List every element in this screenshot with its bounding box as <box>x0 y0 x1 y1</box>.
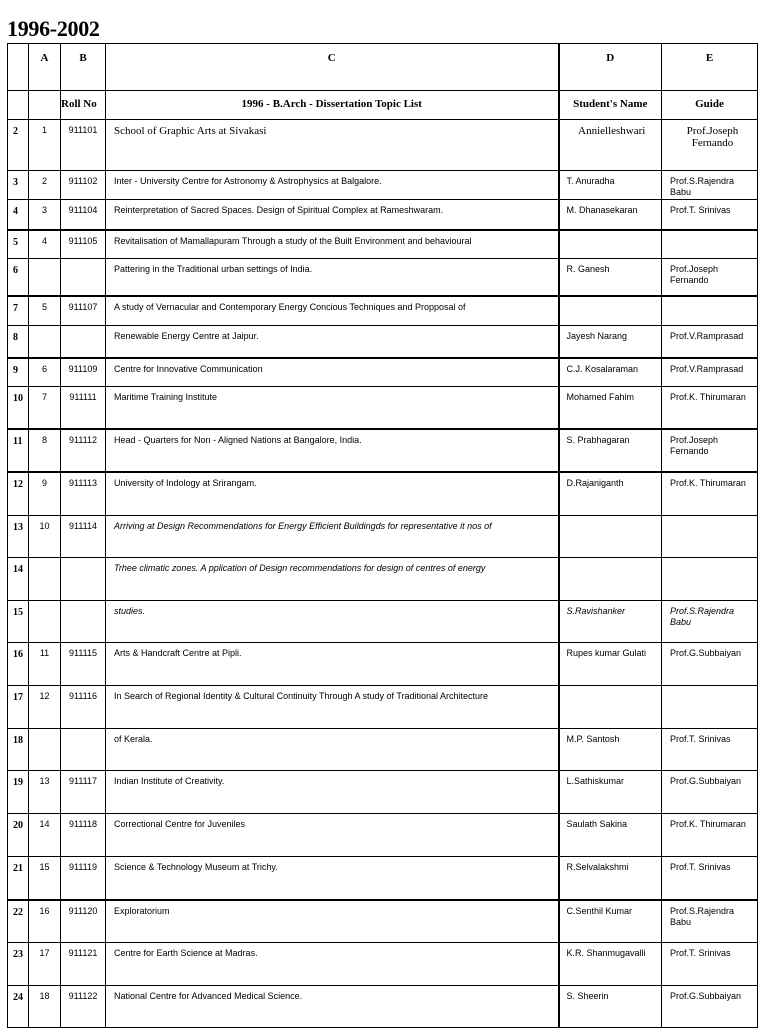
topic-cell: Reinterpretation of Sacred Spaces. Design of Spiritual Complex at Rameshwaram. <box>106 200 559 231</box>
roll-number-cell: 911119 <box>61 857 106 901</box>
serial-number-cell: 10 <box>29 516 61 558</box>
corner-cell <box>8 44 29 91</box>
roll-number-cell: 911117 <box>61 771 106 814</box>
topic-cell: Arriving at Design Recommendations for Energy Efficient Buildingds for representative it nos of <box>106 516 559 558</box>
roll-number-cell: 911109 <box>61 358 106 387</box>
serial-number-cell: 4 <box>29 230 61 259</box>
row-number-cell: 21 <box>8 857 29 901</box>
serial-number-cell: 12 <box>29 686 61 729</box>
topic-cell: Centre for Innovative Communication <box>106 358 559 387</box>
table-row <box>8 259 758 297</box>
topic-cell: Renewable Energy Centre at Jaipur. <box>106 326 559 359</box>
row-number-cell: 22 <box>8 900 29 943</box>
roll-number-cell: 911122 <box>61 986 106 1028</box>
table-row <box>8 601 758 643</box>
roll-number-cell <box>61 601 106 643</box>
row-number-cell: 17 <box>8 686 29 729</box>
table-row <box>8 516 758 558</box>
header-student: Student's Name <box>559 91 662 120</box>
student-name-cell <box>559 558 662 601</box>
table-row <box>8 296 758 326</box>
student-name-cell <box>559 516 662 558</box>
serial-number-cell: 2 <box>29 171 61 200</box>
serial-number-cell: 8 <box>29 429 61 472</box>
student-name-cell: M.P. Santosh <box>559 729 662 771</box>
serial-number-cell: 18 <box>29 986 61 1028</box>
student-name-cell: K.R. Shanmugavalli <box>559 943 662 986</box>
serial-number-cell <box>29 259 61 297</box>
column-letter-a: A <box>29 44 61 91</box>
table-row <box>8 326 758 359</box>
guide-cell: Prof.G.Subbaiyan <box>662 986 758 1028</box>
student-name-cell: S.Ravishanker <box>559 601 662 643</box>
row-number-cell: 6 <box>8 259 29 297</box>
row-number-cell: 14 <box>8 558 29 601</box>
table-row <box>8 857 758 901</box>
guide-cell: Prof.Joseph Fernando <box>662 429 758 472</box>
row-number-cell: 11 <box>8 429 29 472</box>
student-name-cell <box>559 686 662 729</box>
table-row <box>8 171 758 200</box>
row-number-cell: 7 <box>8 296 29 326</box>
roll-number-cell: 911107 <box>61 296 106 326</box>
student-name-cell: Rupes kumar Gulati <box>559 643 662 686</box>
roll-number-cell: 911111 <box>61 387 106 430</box>
row-number-cell: 5 <box>8 230 29 259</box>
student-name-cell <box>559 230 662 259</box>
serial-number-cell: 1 <box>29 120 61 171</box>
row-number-cell: 12 <box>8 472 29 516</box>
roll-number-cell: 911104 <box>61 200 106 231</box>
student-name-cell: Jayesh Narang <box>559 326 662 359</box>
guide-cell: Prof.G.Subbaiyan <box>662 771 758 814</box>
serial-number-cell: 5 <box>29 296 61 326</box>
student-name-cell: R. Ganesh <box>559 259 662 297</box>
guide-cell <box>662 558 758 601</box>
student-name-cell: Annielleshwari <box>559 120 662 171</box>
topic-cell: University of Indology at Srirangam. <box>106 472 559 516</box>
row-number-cell: 8 <box>8 326 29 359</box>
table-row <box>8 558 758 601</box>
table-row <box>8 986 758 1028</box>
topic-cell: Science & Technology Museum at Trichy. <box>106 857 559 901</box>
topic-cell: Correctional Centre for Juveniles <box>106 814 559 857</box>
row-number-cell: 18 <box>8 729 29 771</box>
dissertation-table <box>7 43 758 1028</box>
table-row <box>8 771 758 814</box>
table-row <box>8 729 758 771</box>
guide-cell: Prof.T. Srinivas <box>662 200 758 231</box>
column-letter-e: E <box>662 44 758 91</box>
guide-cell <box>662 516 758 558</box>
table-row <box>8 358 758 387</box>
serial-number-cell <box>29 601 61 643</box>
row-number-cell: 2 <box>8 120 29 171</box>
serial-number-cell <box>29 326 61 359</box>
student-name-cell: L.Sathiskumar <box>559 771 662 814</box>
topic-cell: Exploratorium <box>106 900 559 943</box>
row-number-cell: 4 <box>8 200 29 231</box>
table-row <box>8 120 758 171</box>
table-row <box>8 814 758 857</box>
table-row <box>8 200 758 231</box>
roll-number-cell: 911113 <box>61 472 106 516</box>
guide-cell: Prof.V.Ramprasad <box>662 358 758 387</box>
table-row <box>8 686 758 729</box>
roll-number-cell <box>61 558 106 601</box>
row-number-cell: 24 <box>8 986 29 1028</box>
topic-cell: Head - Quarters for Non - Aligned Nations at Bangalore, India. <box>106 429 559 472</box>
row-number-cell: 3 <box>8 171 29 200</box>
topic-cell: Revitalisation of Mamallapuram Through a study of the Built Environment and behavioural <box>106 230 559 259</box>
serial-number-cell: 15 <box>29 857 61 901</box>
table-row <box>8 472 758 516</box>
row-number-cell: 19 <box>8 771 29 814</box>
header-roll-no: Roll No <box>61 91 106 120</box>
roll-number-cell: 911105 <box>61 230 106 259</box>
guide-cell: Prof.S.Rajendra Babu <box>662 900 758 943</box>
topic-cell: Indian Institute of Creativity. <box>106 771 559 814</box>
roll-number-cell: 911114 <box>61 516 106 558</box>
roll-number-cell: 911116 <box>61 686 106 729</box>
guide-cell: Prof.G.Subbaiyan <box>662 643 758 686</box>
header-sno-cell <box>29 91 61 120</box>
serial-number-cell: 7 <box>29 387 61 430</box>
serial-number-cell: 17 <box>29 943 61 986</box>
serial-number-cell: 6 <box>29 358 61 387</box>
guide-cell: Prof.T. Srinivas <box>662 729 758 771</box>
table-row <box>8 387 758 430</box>
serial-number-cell: 3 <box>29 200 61 231</box>
table-row <box>8 429 758 472</box>
row-number-cell: 20 <box>8 814 29 857</box>
page-title: 1996-2002 <box>7 16 100 41</box>
roll-number-cell: 911120 <box>61 900 106 943</box>
topic-cell: studies. <box>106 601 559 643</box>
guide-cell: Prof.K. Thirumaran <box>662 472 758 516</box>
table-row <box>8 643 758 686</box>
roll-number-cell: 911118 <box>61 814 106 857</box>
roll-number-cell <box>61 259 106 297</box>
column-letter-row <box>8 44 758 91</box>
column-letter-c: C <box>106 44 559 91</box>
student-name-cell: S. Sheerin <box>559 986 662 1028</box>
student-name-cell: Saulath Sakina <box>559 814 662 857</box>
student-name-cell: S. Prabhagaran <box>559 429 662 472</box>
topic-cell: Centre for Earth Science at Madras. <box>106 943 559 986</box>
header-row <box>8 91 758 120</box>
topic-cell: A study of Vernacular and Contemporary Energy Concious Techniques and Propposal of <box>106 296 559 326</box>
student-name-cell: R.Selvalakshmi <box>559 857 662 901</box>
topic-cell: of Kerala. <box>106 729 559 771</box>
student-name-cell: C.Senthil Kumar <box>559 900 662 943</box>
guide-cell: Prof.S.Rajendra Babu <box>662 601 758 643</box>
roll-number-cell: 911121 <box>61 943 106 986</box>
serial-number-cell <box>29 729 61 771</box>
student-name-cell: T. Anuradha <box>559 171 662 200</box>
topic-cell: Arts & Handcraft Centre at Pipli. <box>106 643 559 686</box>
roll-number-cell: 911101 <box>61 120 106 171</box>
topic-cell: Pattering in the Traditional urban settings of India. <box>106 259 559 297</box>
roll-number-cell <box>61 326 106 359</box>
serial-number-cell: 13 <box>29 771 61 814</box>
serial-number-cell: 14 <box>29 814 61 857</box>
row-number-cell: 23 <box>8 943 29 986</box>
student-name-cell: Mohamed Fahim <box>559 387 662 430</box>
student-name-cell: C.J. Kosalaraman <box>559 358 662 387</box>
row-number-cell: 9 <box>8 358 29 387</box>
guide-cell: Prof.T. Srinivas <box>662 857 758 901</box>
row-number-cell: 10 <box>8 387 29 430</box>
serial-number-cell: 16 <box>29 900 61 943</box>
topic-cell: National Centre for Advanced Medical Science. <box>106 986 559 1028</box>
topic-cell: Trhee climatic zones. A pplication of Design recommendations for design of centres of energy <box>106 558 559 601</box>
serial-number-cell: 11 <box>29 643 61 686</box>
column-letter-d: D <box>559 44 662 91</box>
student-name-cell: M. Dhanasekaran <box>559 200 662 231</box>
guide-cell: Prof.T. Srinivas <box>662 943 758 986</box>
topic-cell: Maritime Training Institute <box>106 387 559 430</box>
roll-number-cell <box>61 729 106 771</box>
topic-cell: In Search of Regional Identity & Cultural Continuity Through A study of Traditional Architecture <box>106 686 559 729</box>
serial-number-cell: 9 <box>29 472 61 516</box>
row-number-cell: 13 <box>8 516 29 558</box>
header-rownum-cell <box>8 91 29 120</box>
topic-cell: School of Graphic Arts at Sivakasi <box>106 120 559 171</box>
header-guide: Guide <box>662 91 758 120</box>
row-number-cell: 16 <box>8 643 29 686</box>
guide-cell: Prof.K. Thirumaran <box>662 387 758 430</box>
student-name-cell: D.Rajaniganth <box>559 472 662 516</box>
row-number-cell: 15 <box>8 601 29 643</box>
guide-cell: Prof.K. Thirumaran <box>662 814 758 857</box>
guide-cell <box>662 230 758 259</box>
column-letter-b: B <box>61 44 106 91</box>
serial-number-cell <box>29 558 61 601</box>
guide-cell: Prof.S.Rajendra Babu <box>662 171 758 200</box>
guide-cell: Prof.V.Ramprasad <box>662 326 758 359</box>
header-topic: 1996 - B.Arch - Dissertation Topic List <box>106 91 559 120</box>
table-row <box>8 943 758 986</box>
roll-number-cell: 911112 <box>61 429 106 472</box>
table-row <box>8 230 758 259</box>
topic-cell: Inter - University Centre for Astronomy & Astrophysics at Balgalore. <box>106 171 559 200</box>
table-row <box>8 900 758 943</box>
guide-cell <box>662 296 758 326</box>
guide-cell: Prof.Joseph Fernando <box>662 120 758 171</box>
guide-cell <box>662 686 758 729</box>
student-name-cell <box>559 296 662 326</box>
roll-number-cell: 911102 <box>61 171 106 200</box>
roll-number-cell: 911115 <box>61 643 106 686</box>
guide-cell: Prof.Joseph Fernando <box>662 259 758 297</box>
